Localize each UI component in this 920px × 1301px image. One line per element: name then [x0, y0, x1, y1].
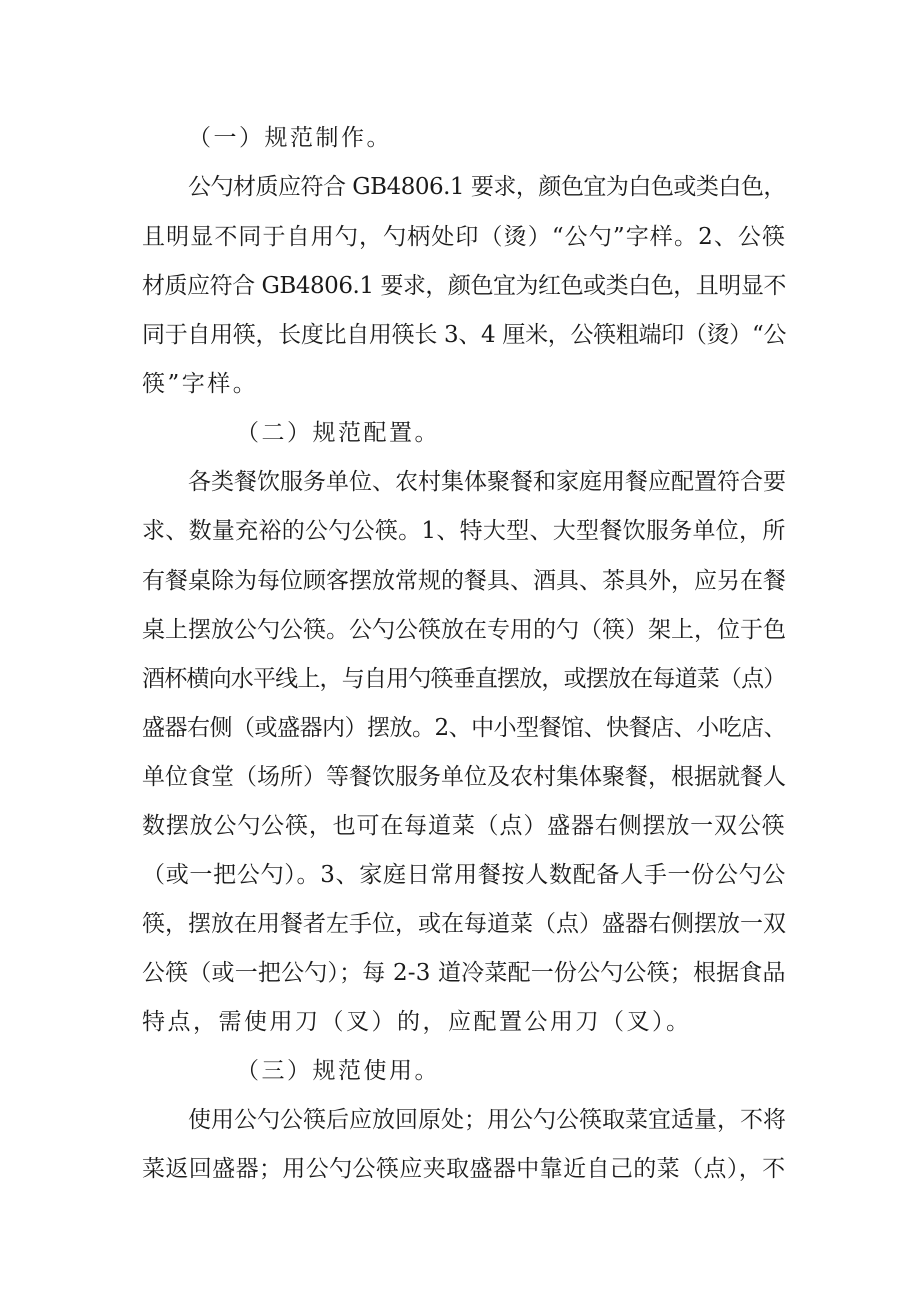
section1-line-4: 同于自用筷，长度比自用筷长 3、4 厘米，公筷粗端印（烫）“公: [142, 322, 787, 348]
section2-line-5: 酒杯横向水平线上，与自用勺筷垂直摆放，或摆放在每道菜（点）: [142, 666, 786, 692]
section3-heading: （三）规范使用。: [236, 1058, 440, 1084]
section2-line-10: 筷，摆放在用餐者左手位，或在每道菜（点）盛器右侧摆放一双: [142, 911, 786, 937]
section3-line-2: 菜返回盛器；用公勺公筷应夹取盛器中靠近自己的菜（点），不: [142, 1156, 786, 1182]
section2-line-2: 求、数量充裕的公勺公筷。1、特大型、大型餐饮服务单位，所: [142, 518, 786, 544]
section2-line-3: 有餐桌除为每位顾客摆放常规的餐具、酒具、茶具外，应另在餐: [142, 568, 786, 594]
section3-line-1: 使用公勺公筷后应放回原处；用公勺公筷取菜宜适量，不将: [188, 1107, 786, 1133]
section1-line-3: 材质应符合 GB4806.1 要求，颜色宜为红色或类白色，且明显不: [142, 273, 786, 299]
section2-line-11: 公筷（或一把公勺）；每 2-3 道冷菜配一份公勺公筷；根据食品: [142, 960, 786, 986]
section1-heading: （一）规范制作。: [188, 125, 392, 151]
section2-line-12: 特点，需使用刀（叉）的，应配置公用刀（叉）。: [142, 1009, 692, 1035]
section2-line-9: （或一把公勺）。3、家庭日常用餐按人数配备人手一份公勺公: [142, 862, 787, 888]
section2-line-4: 桌上摆放公勺公筷。公勺公筷放在专用的勺（筷）架上，位于色: [142, 617, 786, 643]
section1-line-5: 筷”字样。: [142, 371, 259, 397]
section2-line-8: 数摆放公勺公筷，也可在每道菜（点）盛器右侧摆放一双公筷: [142, 813, 786, 839]
section2-line-7: 单位食堂（场所）等餐饮服务单位及农村集体聚餐，根据就餐人: [142, 764, 786, 790]
section2-line-1: 各类餐饮服务单位、农村集体聚餐和家庭用餐应配置符合要: [188, 469, 786, 495]
section1-line-2: 且明显不同于自用勺，勺柄处印（烫）“公勺”字样。2、公筷: [142, 224, 787, 250]
section2-heading: （二）规范配置。: [236, 420, 440, 446]
section1-line-1: 公勺材质应符合 GB4806.1 要求，颜色宜为白色或类白色，: [188, 174, 786, 200]
section2-line-6: 盛器右侧（或盛器内）摆放。2、中小型餐馆、快餐店、小吃店、: [142, 715, 787, 741]
